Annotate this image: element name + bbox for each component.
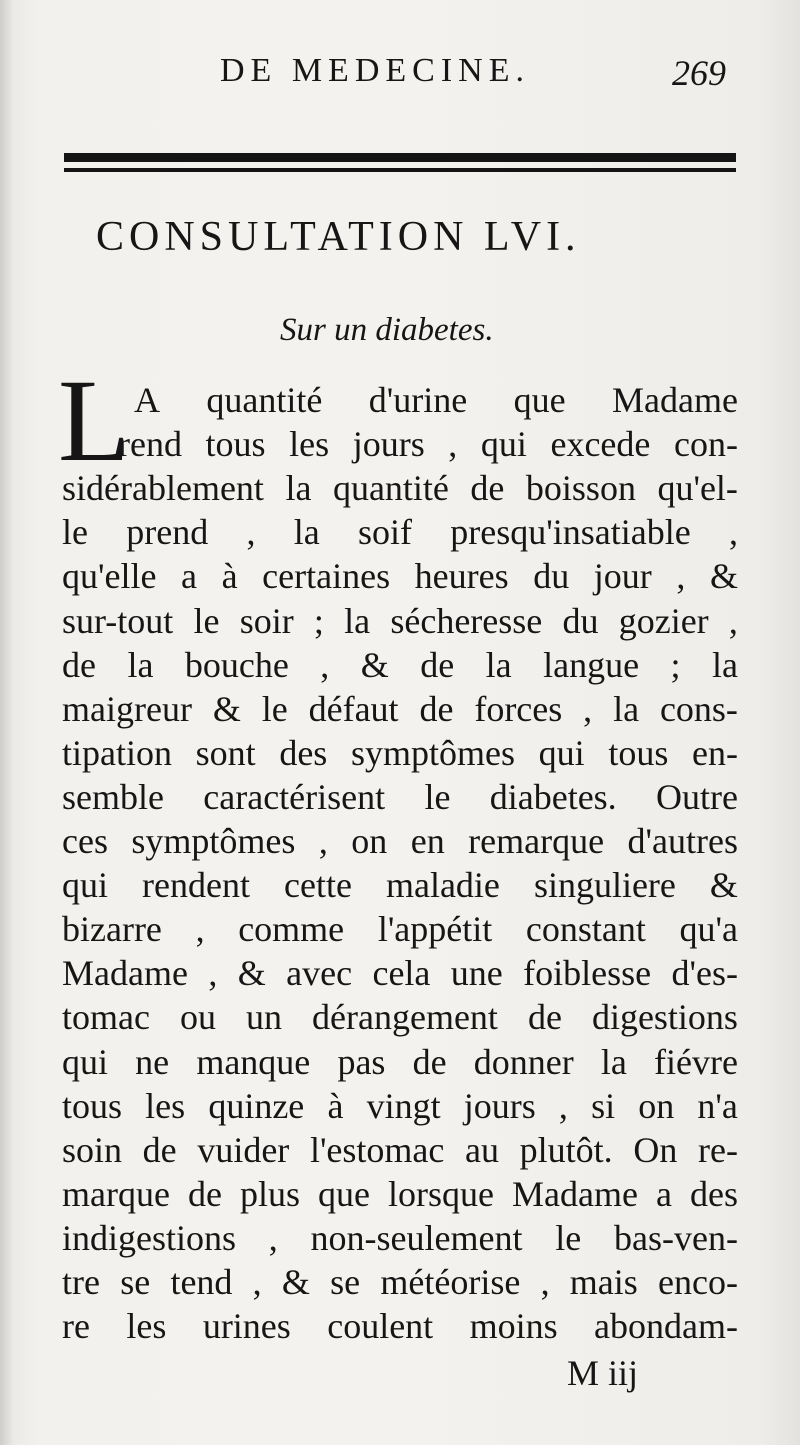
- body-line: marque de plus que lorsque Madame a des: [62, 1173, 738, 1214]
- header-rule-thick: [64, 153, 736, 162]
- chapter-subtitle: Sur un diabetes.: [280, 312, 494, 348]
- page-number: 269: [672, 53, 726, 93]
- body-line: indigestions , non-seulement le bas-ven-: [62, 1217, 738, 1258]
- body-line: soin de vuider l'estomac au plutôt. On re-: [62, 1129, 738, 1170]
- body-line: le prend , la soif presqu'insatiable ,: [62, 512, 738, 553]
- body-line: bizarre , comme l'appétit constant qu'a: [62, 909, 738, 950]
- body-line: ces symptômes , on en remarque d'autres: [62, 821, 738, 861]
- body-line: tre se tend , & se météorise , mais enco-: [62, 1262, 738, 1302]
- page-gutter-shadow: [0, 0, 14, 1445]
- body-line: tipation sont des symptômes qui tous en-: [62, 732, 738, 773]
- body-line: sidérablement la quantité de boisson qu'el-: [62, 468, 738, 509]
- body-line: semble caractérisent le diabetes. Outre: [62, 776, 738, 817]
- running-head: DE MEDECINE.: [220, 52, 530, 89]
- body-line: de la bouche , & de la langue ; la: [62, 644, 738, 685]
- body-line: rend tous les jours , qui excede con-: [118, 424, 738, 465]
- body-line: Madame , & avec cela une foiblesse d'es-: [62, 953, 738, 994]
- body-line: maigreur & le défaut de forces , la cons-: [62, 688, 738, 729]
- signature-mark: M iij: [567, 1353, 639, 1393]
- body-line: tomac ou un dérangement de digestions: [62, 997, 738, 1038]
- body-line: re les urines coulent moins abondam-: [62, 1306, 738, 1347]
- header-rule-thin: [64, 168, 736, 172]
- body-line: tous les quinze à vingt jours , si on n'a: [62, 1085, 738, 1126]
- drop-cap: L: [58, 355, 131, 486]
- body-line: qui ne manque pas de donner la fiévre: [62, 1041, 738, 1082]
- body-line: A quantité d'urine que Madame: [134, 380, 738, 420]
- body-line: qui rendent cette maladie singuliere &: [62, 865, 738, 906]
- body-line: qu'elle a à certaines heures du jour , &: [62, 556, 738, 597]
- body-line: sur-tout le soir ; la sécheresse du gozier ,: [62, 600, 738, 641]
- chapter-title: CONSULTATION LVI.: [96, 214, 581, 260]
